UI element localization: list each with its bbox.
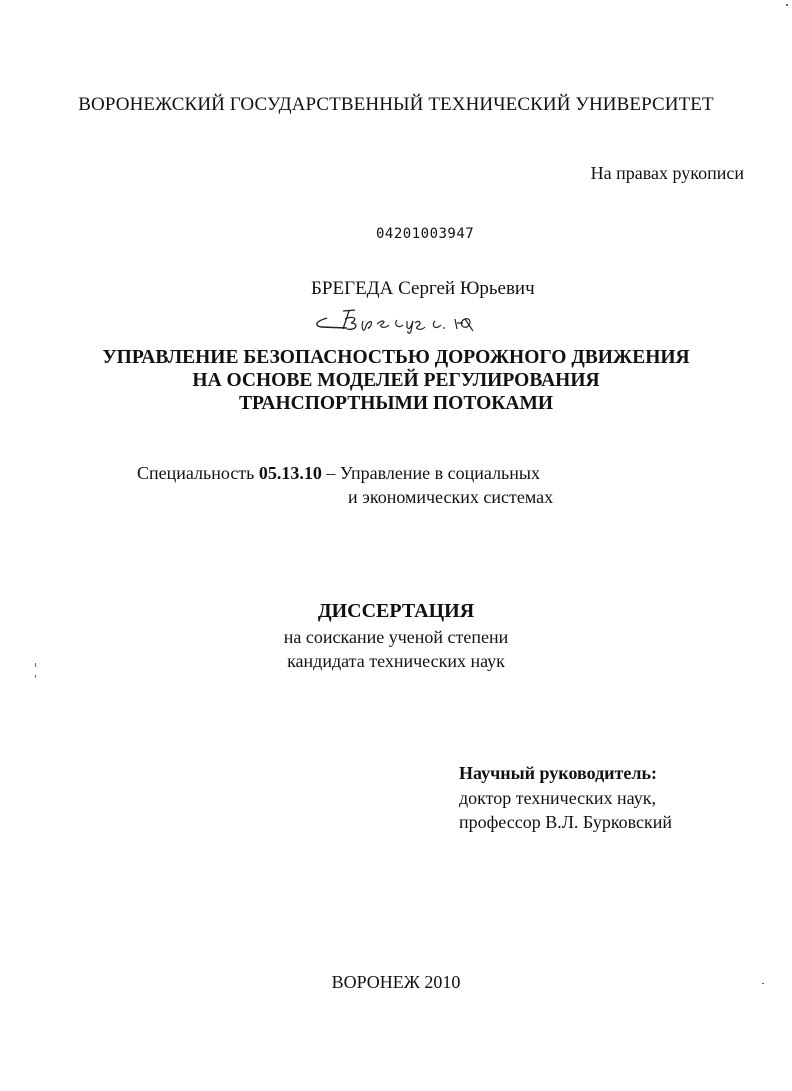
author-signature	[307, 305, 487, 335]
specialty-name: – Управление в социальных	[326, 463, 540, 483]
specialty-label: Специальность	[137, 463, 255, 483]
degree-line-1: на соискание ученой степени	[283, 627, 509, 647]
dissertation-heading: ДИССЕРТАЦИЯ	[317, 600, 475, 622]
degree-line-2: кандидата технических наук	[287, 651, 505, 671]
title-line-2: НА ОСНОВЕ МОДЕЛЕЙ РЕГУЛИРОВАНИЯ	[192, 370, 600, 391]
document-number: 04201003947	[376, 226, 475, 242]
scan-speck	[786, 4, 788, 6]
specialty-line	[137, 463, 540, 484]
scan-speck	[35, 663, 36, 667]
title-line-3: ТРАНСПОРТНЫМИ ПОТОКАМИ	[238, 393, 554, 414]
institution-name: ВОРОНЕЖСКИЙ ГОСУДАРСТВЕННЫЙ ТЕХНИЧЕСКИЙ УНИВЕРСИТЕТ	[78, 94, 714, 115]
supervisor-heading: Научный руководитель:	[459, 763, 657, 783]
supervisor-name: профессор В.Л. Бурковский	[459, 812, 673, 832]
rights-note: На правах рукописи	[590, 163, 744, 183]
title-line-1: УПРАВЛЕНИЕ БЕЗОПАСНОСТЬЮ ДОРОЖНОГО ДВИЖЕНИЯ	[102, 347, 690, 368]
specialty-code: 05.13.10	[258, 463, 322, 483]
scan-speck	[762, 983, 764, 984]
author-name: БРЕГЕДА Сергей Юрьевич	[311, 278, 535, 299]
scan-speck	[35, 675, 36, 678]
dissertation-title	[0, 346, 792, 415]
specialty-name-continued: и экономических системах	[348, 487, 554, 507]
city-year: ВОРОНЕЖ 2010	[331, 972, 461, 992]
supervisor-degree: доктор технических наук,	[459, 788, 656, 808]
